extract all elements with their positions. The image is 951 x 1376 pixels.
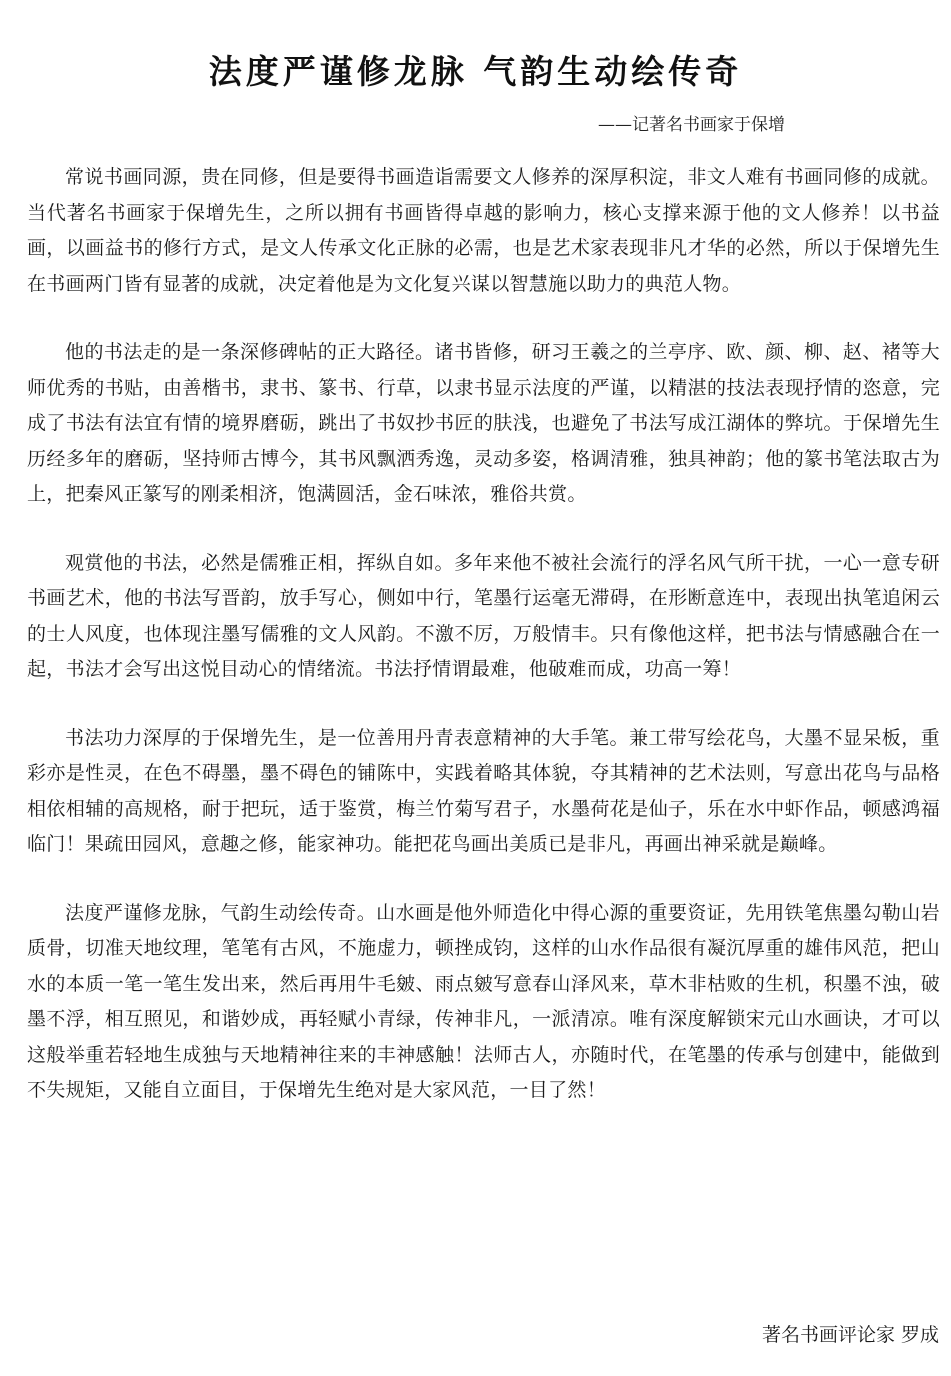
paragraph-1: 常说书画同源，贵在同修，但是要得书画造诣需要文人修养的深厚积淀，非文人难有书画同修的成就。当代著名书画家于保增先生，之所以拥有书画皆得卓越的影响力，核心支撑来源于他的文人修养！以书益画，以画益书的修行方式，是文人传承文化正脉的必需，也是艺术家表现非凡才华的必然，所以于保增先生在书画两门皆有显著的成就，决定着他是为文化复兴谋以智慧施以助力的典范人物。 [27,166,940,295]
paragraph-3: 观赏他的书法，必然是儒雅正相，挥纵自如。多年来他不被社会流行的浮名风气所干扰，一心一意专研书画艺术，他的书法写晋韵，放手写心，侧如中行，笔墨行运毫无滞碍，在形断意连中，表现出执笔追闲云的士人风度，也体现注墨写儒雅的文人风韵。不激不厉，万般情丰。只有像他这样，把书法与情感融合在一起，书法才会写出这悦目动心的情绪流。书法抒情谓最难，他破难而成，功高一筹！ [27,551,940,680]
paragraph-4: 书法功力深厚的于保增先生，是一位善用丹青表意精神的大手笔。兼工带写绘花鸟，大墨不显呆板，重彩亦是性灵，在色不碍墨，墨不碍色的铺陈中，实践着略其体貌，夺其精神的艺术法则，写意出花鸟与品格相依相辅的高规格，耐于把玩，适于鉴赏，梅兰竹菊写君子，水墨荷花是仙子，乐在水中虾作品，顿感鸿福临门！果疏田园风，意趣之修，能家神功。能把花鸟画出美质已是非凡，再画出神采就是巅峰。 [27,726,940,855]
article-title: 法度严谨修龙脉 气韵生动绘传奇 [208,52,743,91]
author-signature: 著名书画评论家 罗成 [761,1324,939,1346]
paragraph-2: 他的书法走的是一条深修碑帖的正大路径。诸书皆修，研习王羲之的兰亭序、欧、颜、柳、赵、褚等大师优秀的书贴，由善楷书，隶书、篆书、行草，以隶书显示法度的严谨，以精湛的技法表现抒情的恣意，完成了书法有法宜有情的境界磨砺，跳出了书奴抄书匠的肤浅，也避免了书法写成江湖体的弊坑。于保增先生历经多年的磨砺，坚持师古博今，其书风飘洒秀逸，灵动多姿，格调清雅，独具神韵；他的篆书笔法取古为上，把秦风正篆写的刚柔相济，饱满圆活，金石味浓，雅俗共赏。 [27,341,940,505]
article-subtitle: ——记著名书画家于保增 [598,115,785,135]
article-body [27,160,940,1109]
paragraph-5: 法度严谨修龙脉，气韵生动绘传奇。山水画是他外师造化中得心源的重要资证，先用铁笔焦墨勾勒山岩质骨，切准天地纹理，笔笔有古风，不施虚力，顿挫成钧，这样的山水作品很有凝沉厚重的雄伟风范，把山水的本质一笔一笔生发出来，然后再用牛毛皴、雨点皴写意春山泽风来，草木非枯败的生机，积墨不浊，破墨不浮，相互照见，和谐妙成，再轻赋小青绿，传神非凡，一派清凉。唯有深度解锁宋元山水画诀，才可以这般举重若轻地生成独与天地精神往来的丰神感触！法师古人，亦随时代，在笔墨的传承与创建中，能做到不失规矩，又能自立面目，于保增先生绝对是大家风范，一目了然！ [27,901,940,1101]
